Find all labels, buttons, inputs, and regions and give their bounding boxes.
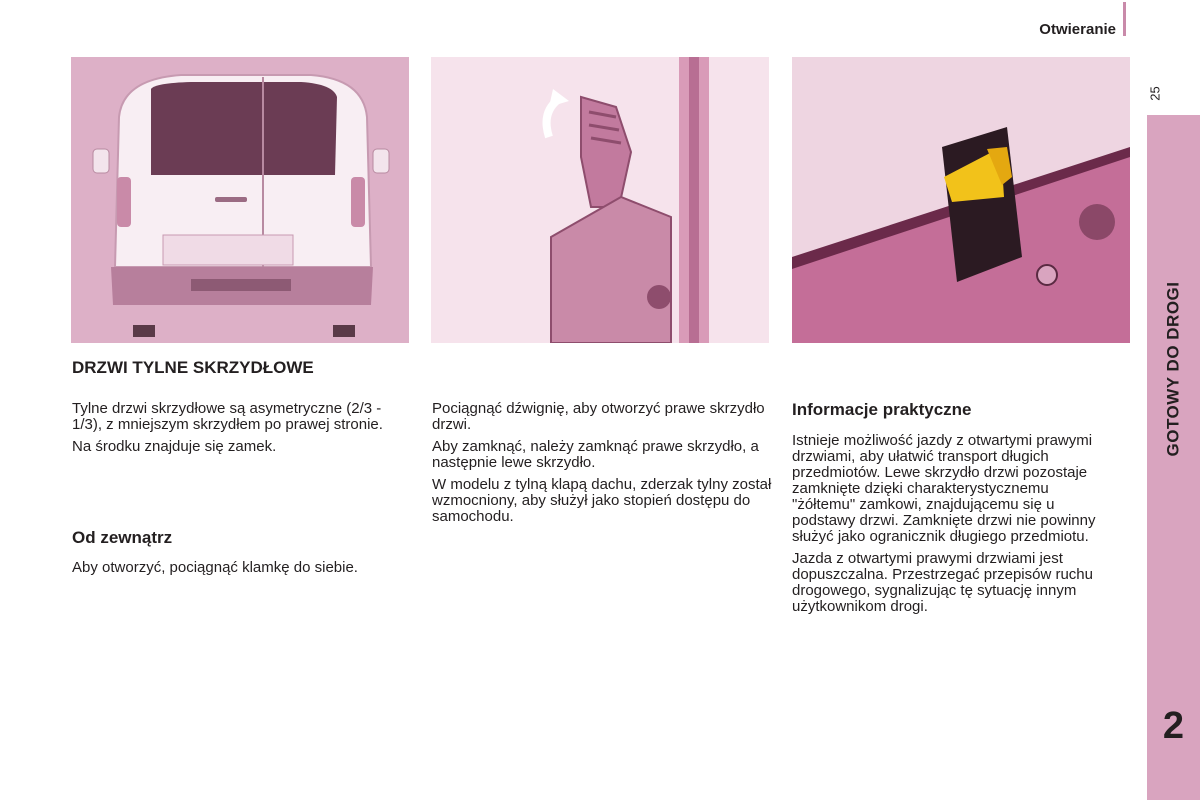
- rear-van-drawing: [71, 57, 409, 343]
- paragraph: Aby zamknąć, należy zamknąć prawe skrzydło, a następnie lewe skrzydło.: [432, 438, 759, 471]
- page-header-title: Otwieranie: [1039, 21, 1116, 38]
- section-heading-practical-info: Informacje praktyczne: [792, 400, 972, 419]
- paragraph: Na środku znajduje się zamek.: [72, 438, 277, 455]
- chapter-tab-label: [1164, 404, 1184, 457]
- col1-sub-body: [72, 560, 392, 582]
- door-lever-drawing: [431, 57, 769, 343]
- chapter-number: 2: [1162, 705, 1185, 747]
- paragraph: Istnieje możliwość jazdy z otwartymi prawymi drzwiami, aby ułatwić transport długich przedmiotów. Lewe skrzydło drzwi pozostaje zamknięte dzięki charakterystycznemu "żółtemu" zamkowi, znajdującemu się u podstawy drzwi. Zamknięte drzwi nie powinny służyć jako ogranicznik długiego przedmiotu.: [792, 432, 1096, 545]
- yellow-lock-drawing: [792, 57, 1130, 343]
- chapter-side-tab: [1147, 115, 1200, 800]
- subheading-outside: Od zewnątrz: [72, 528, 173, 547]
- paragraph: Aby otworzyć, pociągnąć klamkę do siebie.: [72, 559, 358, 576]
- paragraph: Jazda z otwartymi prawymi drzwiami jest dopuszczalna. Przestrzegać przepisów ruchu drogowego, sygnalizując tę sytuację innym użytkownikom drogi.: [792, 550, 1093, 615]
- yellow-lock-illustration: [792, 57, 1130, 343]
- rear-van-illustration: [71, 57, 409, 343]
- col1-body: [72, 401, 412, 461]
- col2-body: [432, 401, 777, 531]
- paragraph: Tylne drzwi skrzydłowe są asymetryczne (2/3 - 1/3), z mniejszym skrzydłem po prawej stronie.: [72, 400, 383, 433]
- door-lever-illustration: [431, 57, 769, 343]
- page-number: 25: [1147, 86, 1163, 101]
- paragraph: Pociągnąć dźwignię, aby otworzyć prawe skrzydło drzwi.: [432, 400, 765, 433]
- paragraph: W modelu z tylną klapą dachu, zderzak tylny został wzmocniony, aby służył jako stopień dostępu do samochodu.: [432, 476, 772, 525]
- col3-body: [792, 433, 1110, 621]
- section-heading-rear-doors: DRZWI TYLNE SKRZYDŁOWE: [72, 358, 314, 377]
- header-divider: [1123, 2, 1126, 36]
